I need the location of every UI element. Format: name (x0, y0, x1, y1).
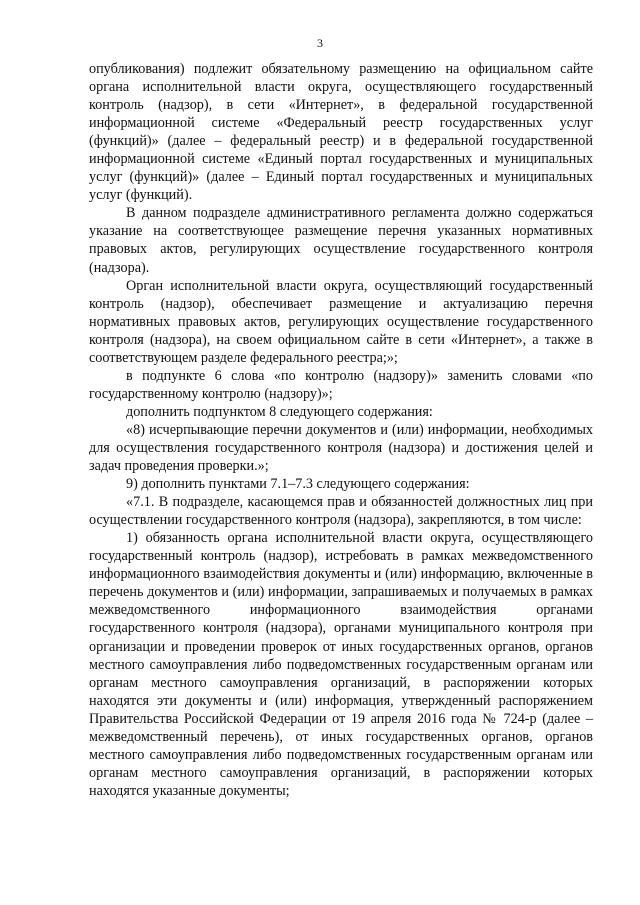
paragraph-subsection-requirement: В данном подразделе административного регламента должно содержаться указание на соответствующее размещение перечня указанных нормативных правовых актов, регулирующих осуществление государственного контроля (надзора). (89, 205, 593, 276)
paragraph-executive-body-duty: Орган исполнительной власти округа, осуществляющий государственный контроль (надзор), обеспечивает размещение и актуализацию перечня нормативных правовых актов, регулирующих осуществление государственного контроля (надзора), на своем официальном сайте в сети «Интернет», а также в соответствующем разделе федерального реестра;»; (89, 277, 593, 366)
page-number: 3 (317, 36, 323, 50)
paragraph-clause-7-1-item-1: 1) обязанность органа исполнительной власти округа, осуществляющего государственный контроль (надзор), истребовать в рамках межведомственного информационного взаимодействия документы и (или) информацию, включенные в перечень документов и (или) информации, запрашиваемых и получаемых в рамках межведомственного информационного взаимодействия органами государственного контроля (надзора), органами муниципального контроля при организации и проведении проверок от иных государственных органов, органов местного самоуправления либо подведомственных государственным органам или органам местного самоуправления организаций, в распоряжении которых находятся эти документы и (или) информация, утвержденный распоряжением Правительства Российской Федерации от 19 апреля 2016 года № 724-р (далее – межведомственный перечень), от иных государственных органов, органов местного самоуправления либо подведомственных государственным органам или органам местного самоуправления организаций, в распоряжении которых находятся указанные документы; (89, 530, 593, 799)
document-body (89, 60, 593, 800)
paragraph-subitem-8-text: «8) исчерпывающие перечни документов и (или) информации, необходимых для осуществления государственного контроля (надзора) и достижения целей и задач проведения проверки.»; (89, 421, 593, 475)
paragraph-clause-7-1: «7.1. В подразделе, касающемся прав и обязанностей должностных лиц при осуществлении государственного контроля (надзора), закрепляются, в том числе: (89, 494, 593, 529)
paragraph-publication-continuation: опубликования) подлежит обязательному размещению на официальном сайте органа исполнительной власти округа, осуществляющего государственный контроль (надзор), в сети «Интернет», в федеральной государственной информационной системе «Федеральный реестр государственных услуг (функций)» (далее – федеральный реестр) и в федеральной государственной информационной системе «Единый портал государственных и муниципальных услуг (функций)» (далее – Единый портал государственных и муниципальных услуг (функций). (89, 61, 593, 204)
paragraph-subitem-8-intro: дополнить подпунктом 8 следующего содержания: (126, 403, 433, 420)
paragraph-item-9: 9) дополнить пунктами 7.1–7.3 следующего содержания: (126, 476, 470, 493)
paragraph-subitem-6-amendment: в подпункте 6 слова «по контролю (надзору)» заменить словами «по государственному контролю (надзору)»; (89, 367, 593, 402)
